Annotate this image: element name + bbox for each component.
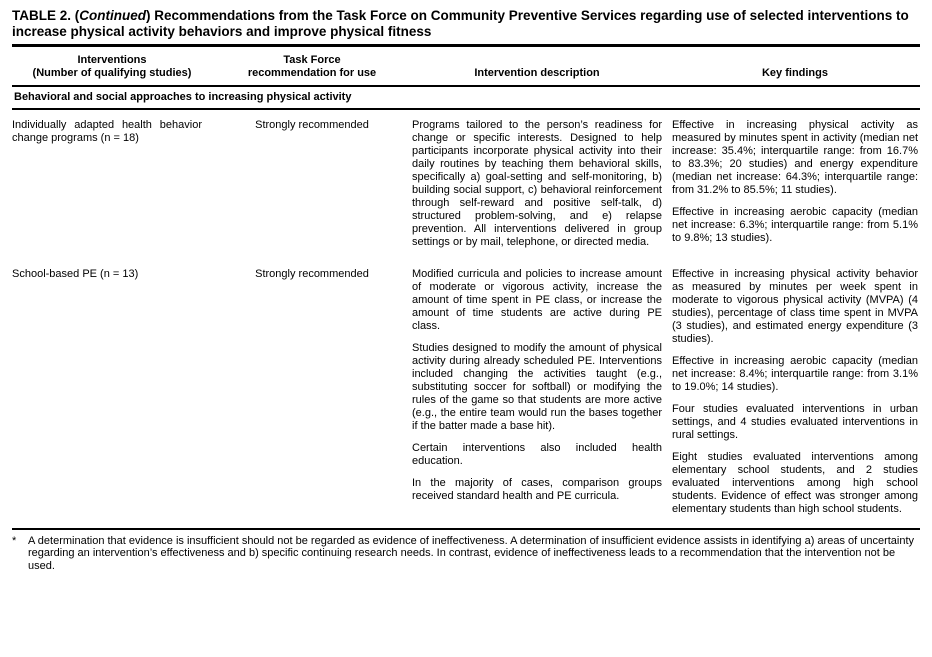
- column-header-line: Interventions: [77, 54, 147, 66]
- column-header-key-findings: [672, 47, 918, 85]
- column-header-line: Task Force: [283, 54, 341, 66]
- description-paragraph: In the majority of cases, comparison groups received standard health and PE curricula.: [412, 476, 662, 502]
- column-header-line: Key findings: [761, 67, 828, 79]
- cell-key-findings: [672, 268, 918, 516]
- description-paragraph: Studies designed to modify the amount of physical activity during already scheduled PE. Interventions included changing the activities taught (e.g., substituting soccer for softball) or modifying the rules of the game so that students are more active (e.g., the entire team would run the bases together if the batter made a base hit).: [412, 341, 662, 432]
- table-row-school-based-pe: [12, 259, 920, 522]
- column-header-interventions: [12, 47, 212, 85]
- cell-key-findings: [672, 119, 918, 249]
- table-title: [12, 8, 920, 40]
- table-title-prefix: TABLE 2. (: [12, 8, 80, 23]
- table-title-rest: ) Recommendations from the Task Force on Community Preventive Services regarding use of selected interventions to increase physical activity behaviors and improve physical fitness: [12, 8, 909, 39]
- table-header-row: [12, 47, 920, 85]
- findings-paragraph: Four studies evaluated interventions in urban settings, and 4 studies evaluated interventions in rural settings.: [672, 402, 918, 441]
- footnote-text: A determination that evidence is insufficient should not be regarded as evidence of ineffectiveness. A determination of insufficient evidence assists in identifying a) areas of uncertainty regarding an intervention’s effectiveness and b) specific continuing research needs. In contrast, evidence of ineffectiveness leads to a recommendation that the intervention not be used.: [28, 534, 915, 572]
- cell-intervention-description: [412, 268, 662, 516]
- cell-intervention: School-based PE (n = 13): [12, 267, 139, 280]
- description-paragraph: Certain interventions also included health education.: [412, 441, 662, 467]
- findings-paragraph: Effective in increasing aerobic capacity (median net increase: 6.3%; interquartile range: from 5.1% to 9.8%; 13 studies).: [672, 205, 918, 244]
- table-title-continued: Continued: [79, 8, 146, 23]
- findings-paragraph: Eight studies evaluated interventions among elementary school students, and 2 studies evaluated interventions among high school students. Evidence of effect was stronger among elementary students than high school students.: [672, 450, 918, 515]
- cell-recommendation: Strongly recommended: [255, 267, 369, 280]
- description-paragraph: Programs tailored to the person’s readiness for change or specific interests. Designed to help participants incorporate physical activity into their daily routines by teaching them behavioral skills, specifically a) goal-setting and self-monitoring, b) building social support, c) behavioral reinforcement through self-reward and positive self-talk, d) structured problem-solving, and e) relapse prevention. All interventions delivered in group settings or by mail, telephone, or directed media.: [412, 118, 662, 248]
- footnote-divider-rule: [12, 528, 920, 530]
- column-header-line: Intervention description: [474, 67, 600, 79]
- footnote-marker: *: [12, 534, 17, 547]
- cell-intervention-description: [412, 119, 662, 249]
- cell-recommendation: Strongly recommended: [255, 118, 369, 131]
- column-header-line: recommendation for use: [247, 67, 377, 79]
- section-header: Behavioral and social approaches to increasing physical activity: [14, 90, 352, 103]
- column-header-description: [412, 47, 662, 85]
- table-row-individually-adapted: [12, 110, 920, 259]
- description-paragraph: Modified curricula and policies to increase amount of moderate or vigorous activity, increase the amount of time spent in PE class, or increase the amount of time students are active during PE class.: [412, 267, 662, 332]
- findings-paragraph: Effective in increasing aerobic capacity (median net increase: 8.4%; interquartile range: from 3.1% to 19.0%; 14 studies).: [672, 354, 918, 393]
- table-footnote: [12, 535, 920, 573]
- findings-paragraph: Effective in increasing physical activity as measured by minutes spent in activity (median net increase: 35.4%; interquartile range: from 16.7% to 83.3%; 20 studies) and energy expenditure (median net increase: 64.3%; interquartile range: from 31.2% to 85.5%; 11 studies).: [672, 118, 918, 196]
- cell-intervention: Individually adapted health behavior change programs (n = 18): [12, 118, 202, 144]
- findings-paragraph: Effective in increasing physical activity behavior as measured by minutes per week spent in moderate to vigorous physical activity (MVPA) (4 studies), percentage of class time spent in MVPA (3 studies), and estimated energy expenditure (3 studies).: [672, 267, 918, 345]
- column-header-recommendation: [222, 47, 402, 85]
- column-header-line: (Number of qualifying studies): [32, 67, 192, 79]
